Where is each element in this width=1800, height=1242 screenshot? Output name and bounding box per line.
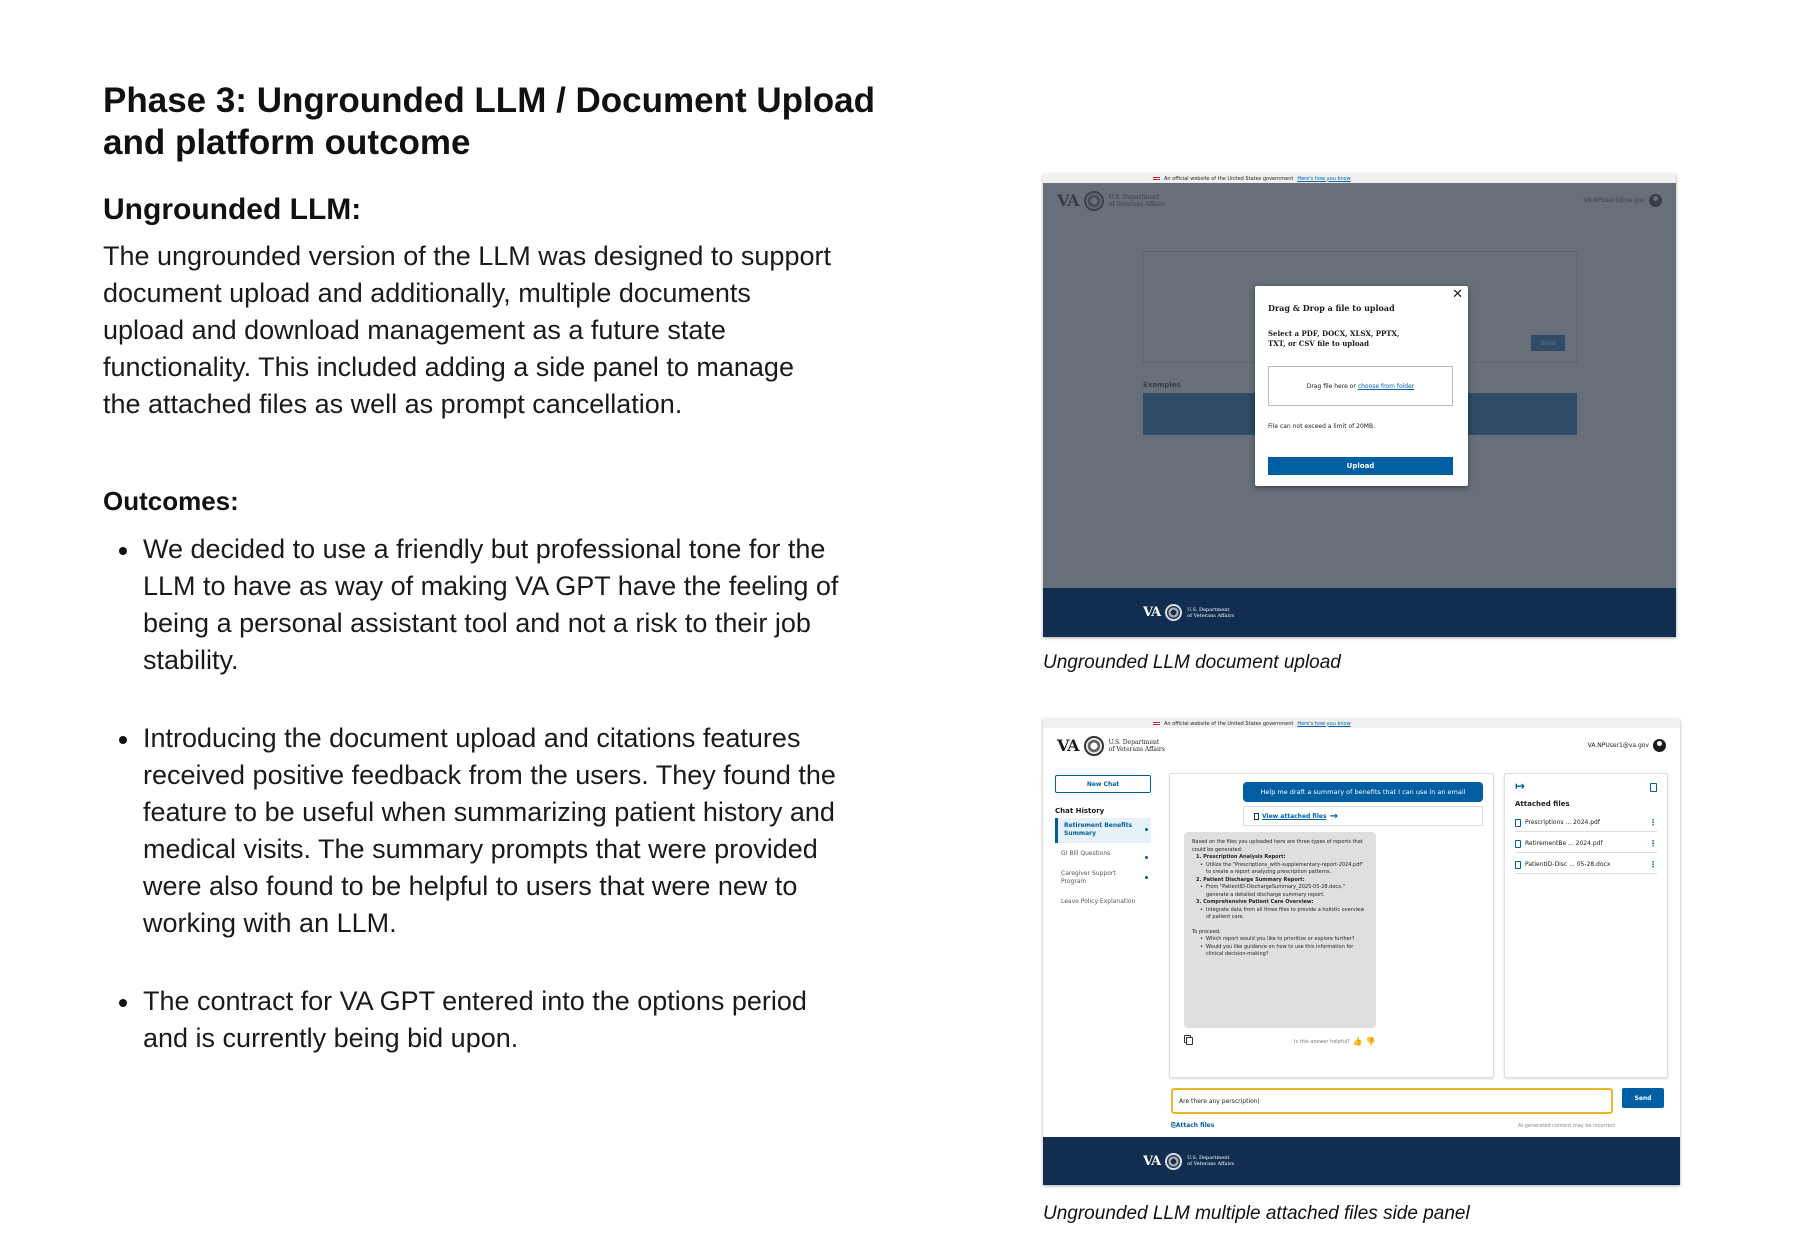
footer-dept-name: U.S. Department of Veterans Affairs	[1187, 606, 1235, 619]
feedback-row	[1294, 1037, 1376, 1046]
caption-upload: Ungrounded LLM document upload	[1043, 652, 1341, 673]
file-icon	[1515, 840, 1521, 848]
us-flag-icon	[1153, 177, 1160, 181]
attach-files-link[interactable]: ⎘Attach files	[1171, 1122, 1215, 1129]
page-title: Phase 3: Ungrounded LLM / Document Upload and platform outcome	[103, 81, 875, 162]
close-icon[interactable]: ✕	[1452, 287, 1463, 302]
dept-name: U.S. Department of Veterans Affairs	[1108, 738, 1165, 753]
history-item[interactable]: Leave Policy Explanation	[1061, 898, 1136, 905]
thumbs-up-icon[interactable]: 👍	[1352, 1037, 1363, 1046]
outcome-item: We decided to use a friendly but professional tone for the LLM to have as way of making VA GPT have the feeling of being a personal assistant tool and not a risk to their job stability.	[103, 531, 843, 679]
user-icon	[1653, 739, 1666, 752]
history-item[interactable]: Caregiver Support Program	[1055, 866, 1151, 891]
upload-button[interactable]: Upload	[1268, 457, 1453, 475]
thumbs-down-icon[interactable]: 👎	[1365, 1037, 1376, 1046]
outcomes-heading: Outcomes:	[103, 486, 239, 516]
upload-screenshot	[1043, 174, 1676, 637]
va-seal-icon	[1084, 736, 1104, 756]
va-header	[1043, 728, 1680, 763]
file-icon	[1515, 861, 1521, 869]
attached-file[interactable]	[1515, 814, 1657, 832]
attached-files-panel	[1504, 773, 1668, 1078]
va-logo[interactable]	[1057, 736, 1165, 756]
helpful-text: Is this answer helpful?	[1294, 1038, 1350, 1045]
modal-description: Select a PDF, DOCX, XLSX, PPTX, TXT, or CSV file to upload	[1268, 329, 1400, 348]
side-panel-screenshot	[1043, 719, 1680, 1185]
user-menu[interactable]	[1588, 739, 1666, 752]
attached-file[interactable]	[1515, 835, 1657, 853]
va-footer	[1043, 1137, 1680, 1185]
drop-text: Drag file here or	[1306, 382, 1356, 390]
caption-side-panel: Ungrounded LLM multiple attached files side panel	[1043, 1203, 1470, 1224]
user-message: Help me draft a summary of benefits that I can use in an email	[1243, 782, 1483, 802]
footer-seal-icon	[1165, 1153, 1182, 1170]
ungrounded-paragraph: The ungrounded version of the LLM was designed to support document upload and additionally, multiple documents upload and download management as a future state functionality. This included adding a side panel to manage the attached files as well as prompt cancellation.	[103, 241, 831, 419]
gov-banner-link[interactable]: Here's how you know	[1297, 720, 1351, 727]
paperclip-icon: ⎘	[1171, 1122, 1176, 1129]
ai-disclaimer: AI-generated content may be incorrect	[1518, 1123, 1616, 1129]
ungrounded-heading: Ungrounded LLM:	[103, 193, 362, 226]
footer-dept-name: U.S. Department of Veterans Affairs	[1187, 1155, 1235, 1167]
left-column	[103, 80, 923, 1098]
file-icon	[1515, 819, 1521, 827]
user-email: VA.NPUser1@va.gov	[1587, 742, 1649, 749]
gov-banner	[1043, 719, 1680, 728]
footer-logo-text: VA	[1143, 605, 1161, 620]
more-options-icon[interactable]: ⋮	[1649, 839, 1657, 848]
more-options-icon[interactable]: ⋮	[1649, 818, 1657, 827]
gov-banner	[1043, 174, 1676, 183]
assistant-answer: Based on the files you uploaded here are three types of reports that could be generated: 1. Prescription Analysis Report: • Utilize the "Prescriptions_with-supplementary-report-2024.pdf" to create a report analyzing prescription patterns. 2. Patient Discharge Summary Report: • From "PatientID-DischargeSummary_2025-05-28.docx," generate a detailed discharge summary report. 3. Comprehensive Patient Care Overview: • Integrate data from all three files to provide a holistic overview of patient care. To proceed, • Which report would you like to prioritize or explore further? • Would you like guidance on how to use this information for clinical decision-making?	[1184, 832, 1376, 1028]
footer-seal-icon	[1165, 604, 1182, 621]
gov-banner-text: An official website of the United States government	[1164, 175, 1294, 182]
size-limit-text: File can not exceed a limit of 20MB.	[1268, 423, 1376, 430]
va-logo-text: VA	[1057, 736, 1079, 755]
arrow-right-icon: →	[1329, 810, 1338, 822]
document-icon	[1254, 813, 1259, 820]
va-footer	[1043, 588, 1676, 637]
collapse-panel-icon[interactable]: ↦	[1515, 779, 1526, 793]
history-item[interactable]: GI Bill Questions	[1055, 846, 1151, 863]
footer-logo-text: VA	[1143, 1153, 1161, 1169]
chat-history-heading: Chat History	[1055, 807, 1105, 815]
view-files-row[interactable]	[1243, 806, 1483, 826]
status-dot-icon	[1145, 856, 1148, 859]
view-files-link[interactable]: View attached files	[1262, 812, 1327, 820]
gov-banner-text: An official website of the United States government	[1164, 720, 1294, 727]
outcomes-list	[103, 531, 843, 1057]
gov-banner-link[interactable]: Here's how you know	[1297, 175, 1351, 182]
file-name: Prescriptions ... 2024.pdf	[1525, 819, 1600, 826]
file-name: RetirementBe ... 2024.pdf	[1525, 840, 1603, 847]
new-chat-button[interactable]: New Chat	[1055, 775, 1151, 793]
more-options-icon[interactable]: ⋮	[1649, 860, 1657, 869]
outcome-item: Introducing the document upload and citations features received positive feedback from the users. They found the feature to be useful when summarizing patient history and medical visits. The summary prompts that were provided were also found to be helpful to users that were new to working with an LLM.	[103, 720, 843, 942]
upload-modal	[1255, 286, 1468, 486]
chat-input[interactable]: Are there any perscription |	[1171, 1088, 1613, 1114]
document-icon[interactable]	[1650, 783, 1657, 792]
chat-area	[1169, 773, 1494, 1078]
attached-files-title: Attached files	[1515, 800, 1570, 808]
modal-title: Drag & Drop a file to upload	[1268, 303, 1395, 313]
us-flag-icon	[1153, 722, 1160, 726]
status-dot-icon	[1145, 876, 1148, 879]
file-name: PatientID-Disc ... 05-28.docx	[1525, 861, 1611, 868]
chat-sidebar	[1055, 775, 1151, 911]
status-dot-icon	[1145, 828, 1148, 831]
attached-file[interactable]	[1515, 856, 1657, 874]
history-item[interactable]: Retirement Benefits Summary	[1055, 818, 1151, 843]
copy-icon[interactable]	[1186, 1037, 1193, 1045]
drop-zone[interactable]	[1268, 366, 1453, 406]
choose-folder-link[interactable]: choose from folder	[1357, 382, 1415, 390]
send-button[interactable]: Send	[1622, 1088, 1664, 1108]
outcome-item: The contract for VA GPT entered into the options period and is currently being bid upon.	[103, 983, 843, 1057]
